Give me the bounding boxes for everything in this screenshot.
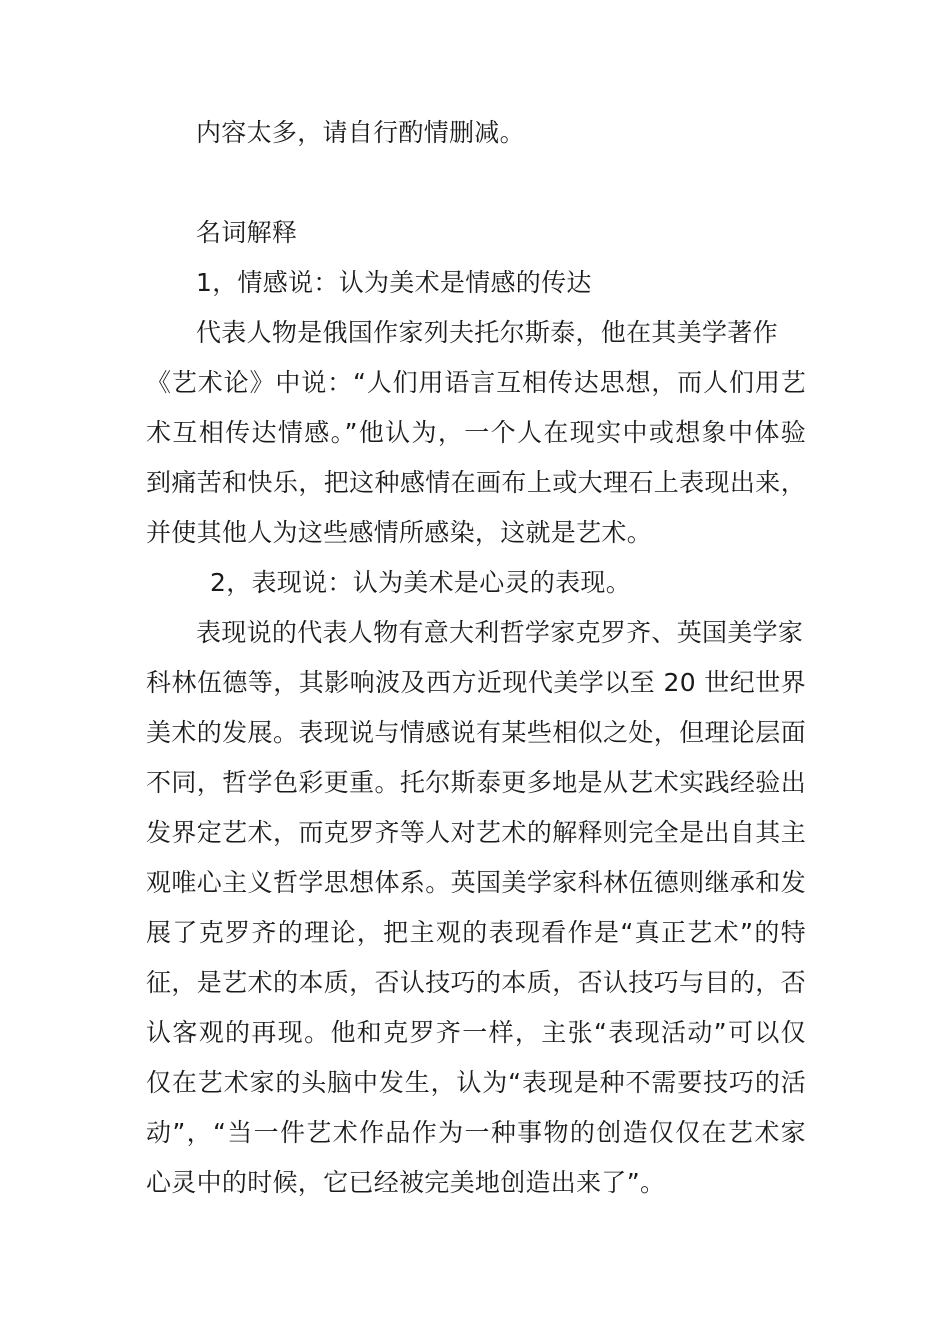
item1-line: 《艺术论》中说：“人们用语言互相传达思想，而人们用艺 [146, 368, 806, 397]
item2-line: 美术的发展。表现说与情感说有某些相似之处，但理论层面 [146, 718, 806, 747]
item2-line: 动”，“当一件艺术作品作为一种事物的创造仅仅在艺术家 [146, 1118, 806, 1147]
note-text: 内容太多，请自行酌情删减。 [196, 118, 525, 147]
item2-line: 展了克罗齐的理论，把主观的表现看作是“真正艺术”的特 [146, 918, 806, 947]
item1-line: 并使其他人为这些感情所感染，这就是艺术。 [146, 518, 653, 547]
item1-line: 术互相传达情感。”他认为，一个人在现实中或想象中体验 [146, 418, 806, 447]
item2-line: 发界定艺术，而克罗齐等人对艺术的解释则完全是出自其主 [146, 818, 806, 847]
item2-line: 认客观的再现。他和克罗齐一样，主张“表现活动”可以仅 [146, 1018, 806, 1047]
item2-line: 征，是艺术的本质，否认技巧的本质，否认技巧与目的，否 [146, 968, 806, 997]
item1-line: 代表人物是俄国作家列夫托尔斯泰，他在其美学著作 [196, 318, 778, 347]
item2-line: 表现说的代表人物有意大利哲学家克罗齐、英国美学家 [196, 618, 804, 647]
section-heading: 名词解释 [196, 218, 298, 247]
item2-line: 观唯心主义哲学思想体系。英国美学家科林伍德则继承和发 [146, 868, 806, 897]
item2-line: 心灵中的时候，它已经被完美地创造出来了”。 [146, 1168, 666, 1197]
item2-line: 科林伍德等，其影响波及西方近现代美学以至 20 世纪世界 [146, 668, 806, 697]
item1-title: 1，情感说：认为美术是情感的传达 [196, 268, 592, 297]
item1-line: 到痛苦和快乐，把这种感情在画布上或大理石上表现出来， [146, 468, 806, 497]
item2-line: 仅在艺术家的头脑中发生，认为“表现是种不需要技巧的活 [146, 1068, 806, 1097]
item2-title: 2，表现说：认为美术是心灵的表现。 [210, 568, 632, 597]
item2-line: 不同，哲学色彩更重。托尔斯泰更多地是从艺术实践经验出 [146, 768, 806, 797]
